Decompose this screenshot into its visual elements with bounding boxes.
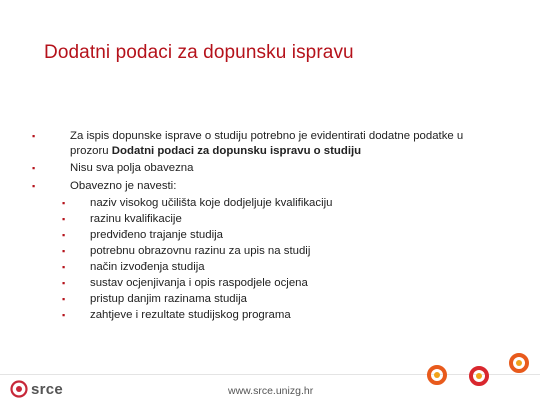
bullet-icon: ▪ xyxy=(32,163,36,173)
sub-item xyxy=(28,227,498,243)
bullet-icon: ▪ xyxy=(32,180,36,191)
sub-item xyxy=(28,307,498,323)
bullet-bold-text: Dodatni podaci za dopunsku ispravu o studiju xyxy=(111,144,362,157)
sub-list xyxy=(62,195,498,323)
sub-item xyxy=(28,211,498,227)
bullet-icon: ▪ xyxy=(62,278,66,288)
sub-item-text: način izvođenja studija xyxy=(90,261,205,273)
bullet-text: Za ispis dopunske isprave o studiju potrebno je evidentirati dodatne podatke u prozoru xyxy=(70,130,464,157)
bullet-icon: ▪ xyxy=(62,198,66,208)
sub-item-text: sustav ocjenjivanja i opis raspodjele ocjena xyxy=(90,277,308,289)
sub-item-text: razinu kvalifikacije xyxy=(90,213,182,225)
footer-url: www.srce.unizg.hr xyxy=(228,385,314,397)
logo-text: srce xyxy=(31,380,64,398)
bullet-item xyxy=(28,161,498,176)
rings-decoration-icon xyxy=(423,350,535,390)
sub-item-text: potrebnu obrazovnu razinu za upis na studij xyxy=(90,245,311,257)
bullet-text: Nisu sva polja obavezna xyxy=(70,162,194,174)
srce-logo-icon xyxy=(10,380,28,398)
sub-item xyxy=(28,195,498,211)
sub-item-text: zahtjeve i rezultate studijskog programa xyxy=(90,309,291,321)
bullet-icon: ▪ xyxy=(62,294,66,304)
bullet-item xyxy=(28,129,498,158)
bullet-icon: ▪ xyxy=(62,230,66,240)
srce-logo xyxy=(10,378,63,400)
sub-item-text: naziv visokog učilišta koje dodjeljuje kvalifikaciju xyxy=(90,197,333,209)
bullet-item xyxy=(28,179,498,324)
bullet-icon: ▪ xyxy=(62,246,66,256)
bullet-icon: ▪ xyxy=(32,131,36,141)
bullet-icon: ▪ xyxy=(62,214,66,224)
bullet-icon: ▪ xyxy=(62,262,66,272)
sub-item xyxy=(28,243,498,259)
slide-content xyxy=(28,129,498,326)
slide-title: Dodatni podaci za dopunsku ispravu xyxy=(44,42,354,63)
sub-item-text: predviđeno trajanje studija xyxy=(90,229,223,241)
sub-item xyxy=(28,275,498,291)
sub-item-text: pristup danjim razinama studija xyxy=(90,293,248,305)
sub-item xyxy=(28,291,498,307)
sub-item xyxy=(28,259,498,275)
bullet-icon: ▪ xyxy=(62,310,66,320)
bullet-text: Obavezno je navesti: xyxy=(70,179,177,192)
